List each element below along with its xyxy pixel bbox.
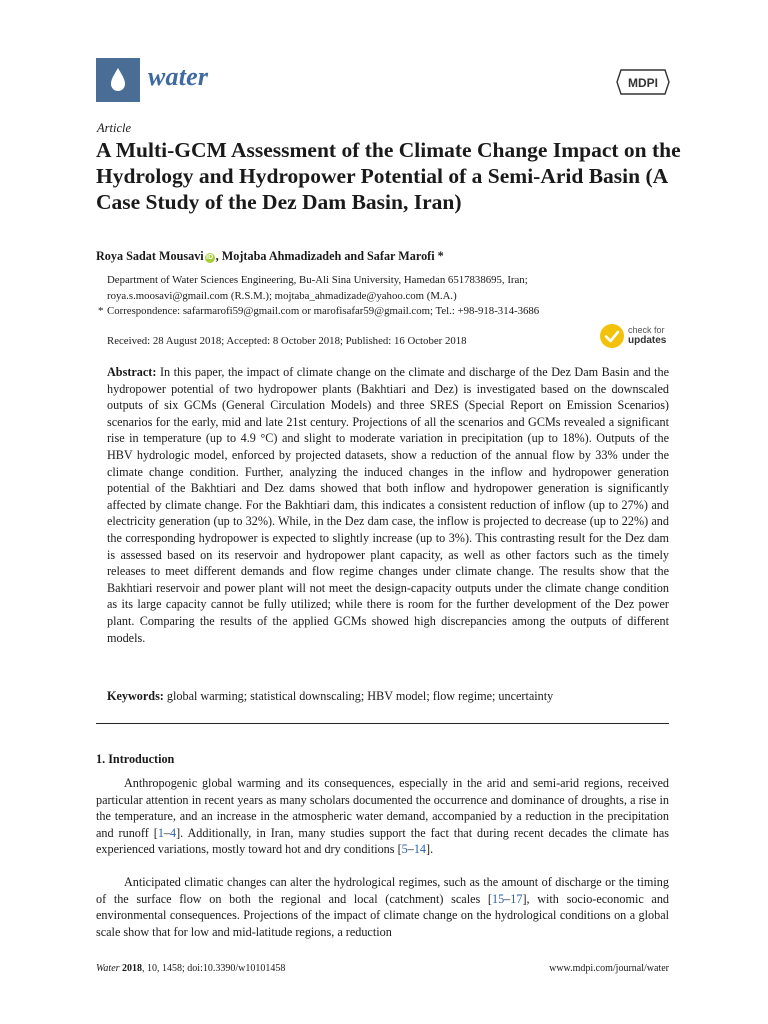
affiliation: Department of Water Sciences Engineering, Bu-Ali Sina University, Hamedan 6517838695, Iran; [107, 274, 528, 286]
abstract-text: In this paper, the impact of climate change on the climate and discharge of the Dez Dam Basin and the hydropower potential of two hydropower plants (Bakhtiari and Dez) is investigated based on the downscaled outputs of six GCMs (General Circulation Models) and three SRES (Special Report on Emission Scenarios) scenarios for the early, mid and late 21st century. Projections of all the scenarios and GCMs revealed a significant rise in temperature (up to 4.9 °C) and slight to moderate variation in precipitation (up to 18%). Outputs of the HBV hydrologic model, enforced by projected datasets, show a reduction of the annual flow by 33% under the climate change condition. Further, analyzing the induced changes in the inflow and hydropower generation potential of the Bakhtiari and Dez dams showed that both inflow and hydropower generation is significantly affected by climate change. For the Bakhtiari dam, this indicates a consistent reduction of inflow (up to 27%) and electricity generation (up to 32%). While, in the Dez dam case, the inflow is projected to decrease (up to 22%) and the corresponding hydropower is expected to slightly increase (up to 3%). This contrasting result for the Dez dam is assessed based on its reservoir and hydropower plant capacity, as well as other factors such as the timely releases to meet different demands and flow regime changes under climate change. The results show that the Bakhtiari reservoir and power plant will not meet the design-capacity outputs under the climate change condition as its large capacity cannot be fully utilized; while there is room for the further development of the Dez power plant. Comparing the results of the applied GCMs showed high discrepancies among the outputs of different models. [107, 365, 669, 645]
keywords-label: Keywords: [107, 689, 164, 703]
article-type: Article [97, 121, 132, 135]
text-run: – [163, 825, 170, 840]
text-run: – [504, 891, 511, 906]
citation-link[interactable]: 17 [510, 891, 523, 906]
footer-journal: Water [96, 963, 120, 974]
author-emails: roya.s.moosavi@gmail.com (R.S.M.); mojtaba_ahmadizade@yahoo.com (M.A.) [107, 290, 457, 302]
keywords [107, 689, 553, 704]
journal-logo [96, 58, 140, 102]
citation-link[interactable]: 15 [491, 891, 505, 906]
author-names[interactable]: , Mojtaba Ahmadizadeh and Safar Marofi * [215, 249, 444, 263]
abstract [107, 364, 669, 646]
publication-dates: Received: 28 August 2018; Accepted: 8 October 2018; Published: 16 October 2018 [107, 335, 467, 347]
citation-link[interactable]: 4 [170, 825, 177, 840]
journal-url[interactable]: www.mdpi.com/journal/water [549, 963, 669, 974]
correspondence [98, 305, 540, 317]
keywords-text: global warming; statistical downscaling; HBV model; flow regime; uncertainty [163, 689, 554, 703]
check-updates-line1: check for [628, 325, 665, 335]
journal-name: water [148, 62, 209, 91]
citation-link[interactable]: 1 [157, 825, 164, 840]
intro-paragraph [96, 775, 669, 858]
text-run: Anticipated climatic changes can alter the hydrological regimes, such as the amount of discharge or the timing of the surface flow on both the regional and local (catchment) scales [ [96, 875, 669, 906]
text-run: ], with socio-economic and environmental consequences. Projections of the impact of climate change on the hydrological conditions on a global scale show that for low and mid-latitude regions, a reduction [96, 891, 670, 939]
citation-footer [96, 963, 285, 974]
intro-paragraph [96, 874, 669, 940]
publisher-name: MDPI [628, 76, 658, 90]
author-list [96, 249, 444, 264]
article-title: A Multi-GCM Assessment of the Climate Change Impact on the Hydrology and Hydropower Potential of a Semi-Arid Basin (A Case Study of the Dez Dam Basin, Iran) [96, 138, 681, 214]
abstract-label: Abstract: [107, 365, 157, 379]
check-for-updates-badge[interactable] [600, 322, 680, 352]
section-divider [96, 723, 669, 724]
author-name[interactable]: Roya Sadat Mousavi [96, 249, 204, 263]
publisher-logo [615, 68, 671, 96]
footer-year: 2018 [122, 963, 143, 974]
citation-link[interactable]: 14 [413, 842, 427, 857]
water-drop-icon [96, 58, 140, 102]
text-run: Anthropogenic global warming and its consequences, especially in the arid and semi-arid regions, received particular attention in recent years as many scholars documented the occurrence and dominance of droughts, a rise in the temperature, and an increase in the atmospheric water demand, accompanied by a reduction in the precipitation and runoff [ [96, 776, 669, 840]
citation-link[interactable]: 5 [401, 842, 408, 857]
correspondence-text: Correspondence: safarmarofi59@gmail.com or marofisafar59@gmail.com; Tel.: +98-918-314-3686 [107, 305, 540, 317]
orcid-icon[interactable]: iD [206, 254, 214, 261]
footer-volume-doi: , 10, 1458; doi:10.3390/w10101458 [142, 963, 286, 974]
check-updates-icon [600, 324, 624, 348]
check-updates-line2: updates [628, 335, 667, 346]
text-run: ]. Additionally, in Iran, many studies support the fact that during recent decades the climate has experienced variations, mostly toward hot and dry conditions [ [96, 825, 669, 857]
section-heading: 1. Introduction [96, 752, 175, 766]
text-run: – [407, 842, 414, 857]
text-run: ]. [426, 842, 434, 857]
correspondence-star: * [98, 305, 104, 317]
